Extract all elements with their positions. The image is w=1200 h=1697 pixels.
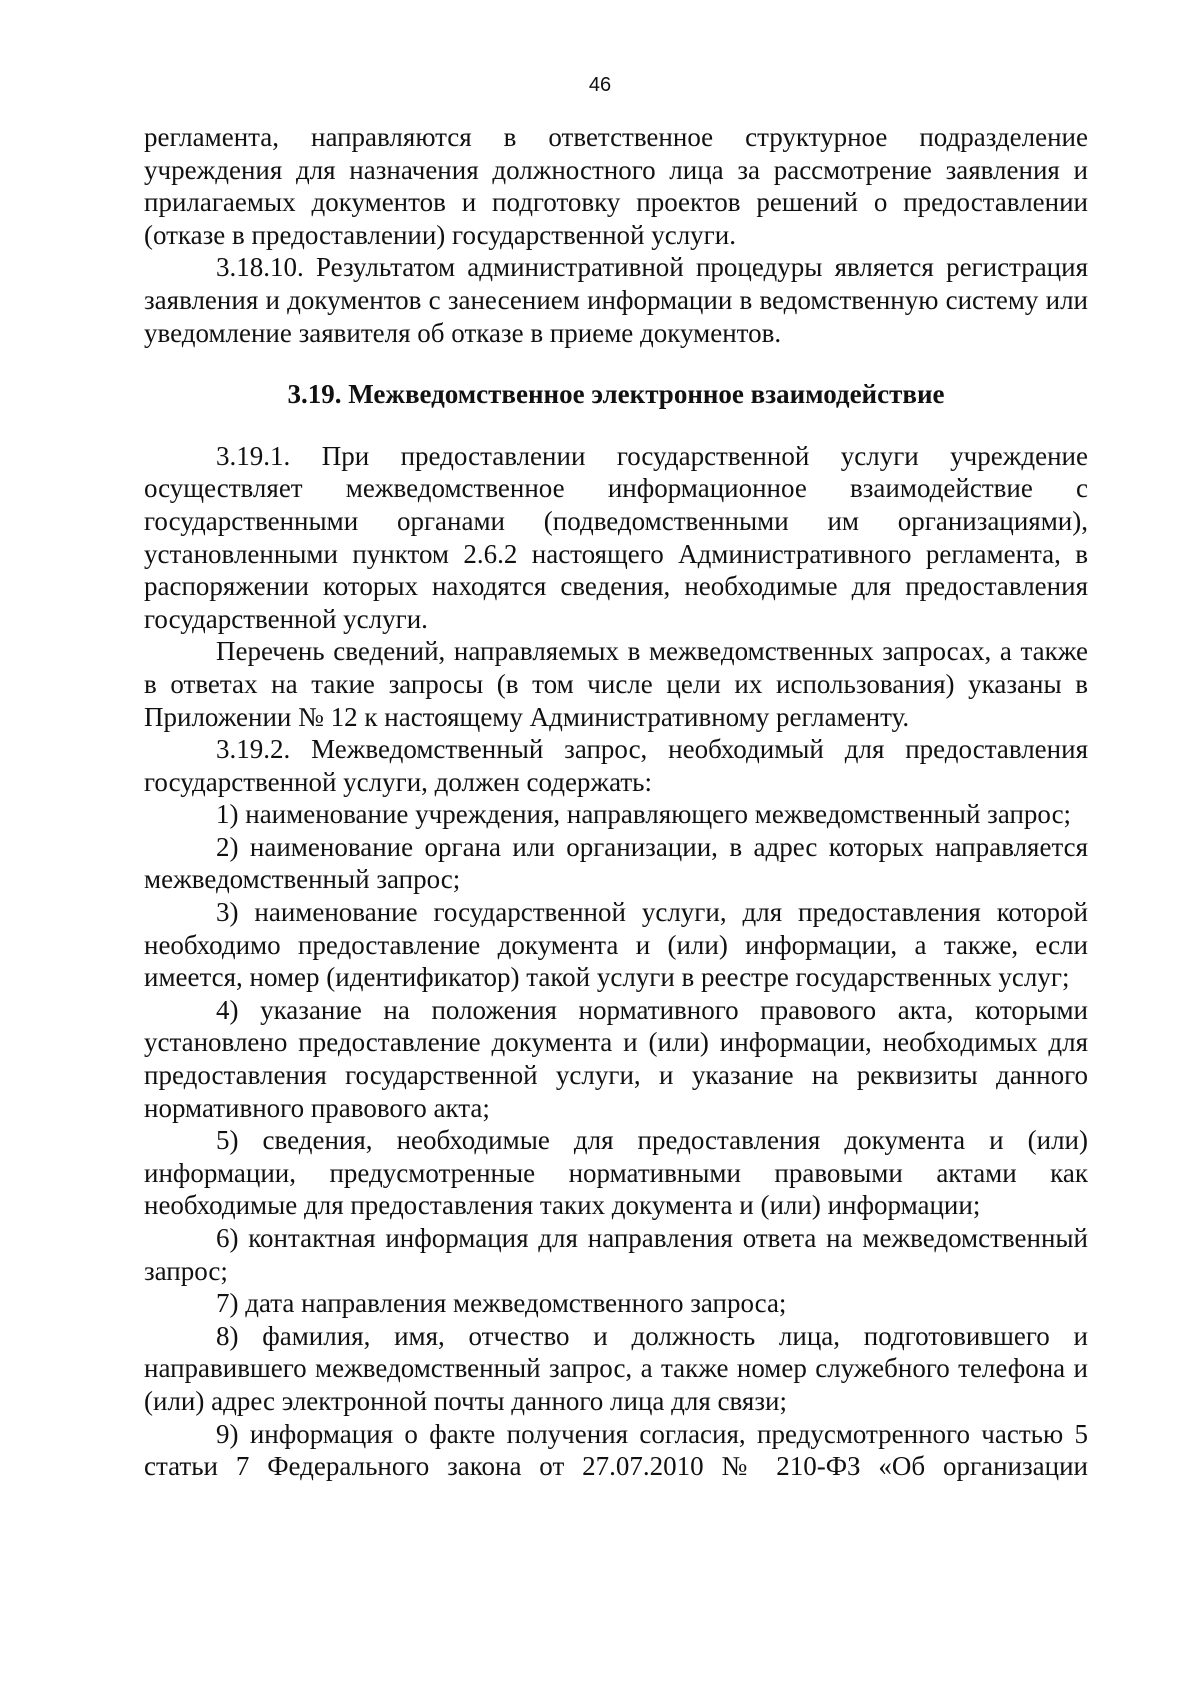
list-item: 7) дата направления межведомственного запроса; — [216, 1288, 787, 1319]
list-item: 2) наименование органа или организации, в адрес которых направляется межведомственный запрос; — [144, 831, 1088, 895]
section-heading: 3.19. Межведомственное электронное взаимодействие — [287, 379, 945, 410]
list-item: 9) информация о факте получения согласия, предусмотренного частью 5 статьи 7 Федерального закона от 27.07.2010 № 210-ФЗ «Об организации — [144, 1418, 1088, 1482]
paragraph: регламента, направляются в ответственное структурное подразделение учреждения для назначения должностного лица за рассмотрение заявления и прилагаемых документов и подготовку проектов решений о предоставлении (отказе в предоставлении) государственной услуги. — [144, 122, 1088, 250]
list-item: 5) сведения, необходимые для предоставления документа и (или) информации, предусмотренные нормативными правовыми актами как необходимые для предоставления таких документа и (или) информации; — [144, 1125, 1088, 1221]
paragraph: 3.19.2. Межведомственный запрос, необходимый для предоставления государственной услуги, должен содержать: — [144, 734, 1088, 797]
page-number: 46 — [588, 74, 612, 96]
list-item: 3) наименование государственной услуги, для предоставления которой необходимо предоставление документа и (или) информации, а также, если имеется, номер (идентификатор) такой услуги в реестре государственных услуг; — [144, 897, 1088, 993]
paragraph: 3.19.1. При предоставлении государственной услуги учреждение осуществляет межведомственное информационное взаимодействие с государственными органами (подведомственными им организациями), установленными пунктом 2.6.2 настоящего Административного регламента, в распоряжении которых находятся сведения, необходимые для предоставления государственной услуги. — [144, 440, 1088, 634]
list-item: 4) указание на положения нормативного правового акта, которыми установлено предоставление документа и (или) информации, необходимых для предоставления государственной услуги, и указание на реквизиты данного нормативного правового акта; — [144, 994, 1088, 1123]
document-body — [144, 121, 1088, 1483]
list-item: 8) фамилия, имя, отчество и должность лица, подготовившего и направившего межведомственный запрос, а также номер служебного телефона и (или) адрес электронной почты данного лица для связи; — [144, 1320, 1088, 1416]
paragraph: 3.18.10. Результатом административной процедуры является регистрация заявления и документов с занесением информации в ведомственную систему или уведомление заявителя об отказе в приеме документов. — [144, 252, 1088, 348]
paragraph: Перечень сведений, направляемых в межведомственных запросах, а также в ответах на такие запросы (в том числе цели их использования) указаны в Приложении № 12 к настоящему Административному регламенту. — [144, 636, 1088, 732]
list-item: 1) наименование учреждения, направляющего межведомственный запрос; — [216, 799, 1072, 830]
list-item: 6) контактная информация для направления ответа на межведомственный запрос; — [144, 1223, 1088, 1286]
